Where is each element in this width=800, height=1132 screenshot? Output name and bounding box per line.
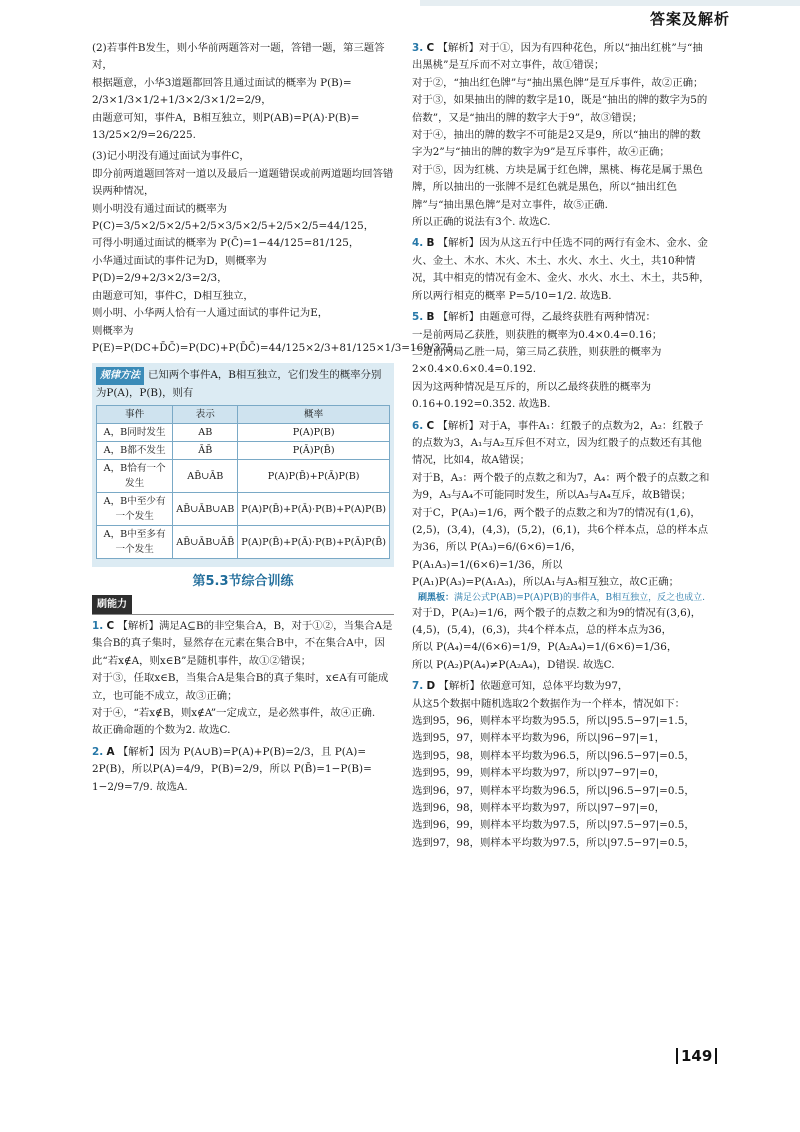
- p2-line: 2/3×1/3×1/2+1/3×2/3×1/2=2/9，: [92, 94, 272, 107]
- q3-line: 所以正确的说法有3个. 故选C.: [412, 216, 551, 229]
- q7-line: 选到96，98，则样本平均数为97，所以|97−97|=0，: [412, 802, 665, 815]
- table-cell: P(Ā)P(B̄): [238, 442, 390, 460]
- header-band: [420, 0, 800, 6]
- p3-line: 则小明没有通过面试的概率为: [92, 202, 228, 215]
- q2-text: 因为 P(A∪B)=P(A)+P(B)=2/3，且 P(A)=: [159, 745, 367, 758]
- q2-line: 2P(B)，所以P(A)=4/9，P(B)=2/9，所以 P(B̄)=1−P(B)=: [92, 763, 372, 776]
- q5-line: [412, 309, 710, 326]
- q7-tag: 【解析】: [438, 680, 481, 693]
- q3-tag: 【解析】: [437, 42, 480, 54]
- q6-number: 6.: [412, 419, 424, 432]
- q6-line: 对于D，P(A₂)=1/6，两个骰子的点数之和为9的情况有(3,6)，(4,5)，(5,4)，(6,3)，共4个样本点，总的样本点为36，: [412, 606, 702, 636]
- q5-answer: B: [426, 311, 435, 324]
- method-text: 已知两个事件A，B相互独立，它们发生的概率分别为P(A)，P(B)，则有: [96, 369, 382, 399]
- q6-line: 对于C，P(A₃)=1/6，两个骰子的点数之和为7的情况有(1,6)，(2,5)，(3,4)，(4,3)，(5,2)，(6,1)，共6个样本点，总的样本点为36，所以 P(A₃)=6/(6×6)=1/6，P(A₁A₃)=1/(6×6)=1/36，所以: [412, 506, 709, 571]
- p3-line: 小华通过面试的事件记为D，则概率为 P(D)=2/9+2/3×2/3=2/3，: [92, 254, 267, 285]
- q3-number: 3.: [412, 42, 424, 54]
- q3-line: 对于⑤，因为红桃、方块是属于红色牌，黑桃、梅花是属于黑色牌，所以抽出的一张牌不是红色就是黑色，所以“抽出红色牌”与“抽出黑色牌”是对立事件，故⑤正确.: [412, 163, 703, 211]
- q7-line: 选到95，97，则样本平均数为96，所以|96−97|=1，: [412, 732, 665, 745]
- q4-tag: 【解析】: [437, 237, 480, 250]
- q1-line: 对于③，任取x∈B，当集合A是集合B的真子集时，x∈A有可能成立，也可能不成立，故③正确；: [92, 672, 389, 702]
- section-title: 第5.3节综合训练: [192, 574, 294, 590]
- table-header: 事件: [97, 406, 173, 424]
- q2-line: [92, 744, 394, 761]
- q1-line: 故正确命题的个数为2. 故选C.: [92, 724, 231, 737]
- q2-answer: A: [106, 745, 115, 758]
- p3-line: P(C)=3/5×2/5×2/5+2/5×3/5×2/5+2/5×2/5=44/125，: [92, 220, 375, 233]
- probability-table: [96, 405, 390, 559]
- p2-line: 由题意可知，事件A，B相互独立，则P(AB)=P(A)·P(B)=: [92, 111, 360, 124]
- q7-line: 选到96，97，则样本平均数为96.5，所以|96.5−97|=0.5，: [412, 784, 695, 797]
- q2-number: 2.: [92, 745, 104, 758]
- q2-tag: 【解析】: [117, 745, 160, 758]
- right-column: [412, 40, 710, 852]
- q4-line: [412, 235, 710, 287]
- table-cell: AB̄∪ĀB: [173, 460, 238, 493]
- q7-line: 选到95，96，则样本平均数为95.5，所以|95.5−97|=1.5，: [412, 715, 695, 728]
- tip-text: 满足公式P(AB)=P(A)P(B)的事件A，B相互独立，反之也成立.: [454, 592, 705, 603]
- tip-note: [412, 592, 710, 605]
- q1-answer: C: [106, 619, 115, 632]
- table-header-row: [97, 406, 390, 424]
- q1-line: 对于④，“若x∉B，则x∉A”一定成立，是必然事件，故④正确.: [92, 706, 376, 719]
- table-cell: AB: [173, 424, 238, 442]
- table-header: 表示: [173, 406, 238, 424]
- q5-line: 因为这两种情况是互斥的，所以乙最终获胜的概率为0.16+0.192=0.352. 故选B.: [412, 380, 651, 411]
- p3-line: 由题意可知，事件C，D相互独立，: [92, 289, 254, 302]
- q3-line: 对于③，如果抽出的牌的数字是10，既是“抽出的牌的数字为5的倍数”，又是“抽出的牌的数字大于9”，故③错误；: [412, 94, 708, 124]
- p3-line: 则概率为 P(E)=P(DC+D̄C̄)=P(DC)+P(D̄C̄)=44/125×2/3+81/125×1/3=169/375.: [92, 324, 457, 354]
- q7-answer: D: [426, 680, 436, 693]
- q4-text: 因为从这五行中任选不同的两行有金木、金水、金火、金土、木水、木火、木土、水火、水土、火土，共10种情况，其中相克的情况有金木、金火、水火、水土、木土，共5种，: [412, 237, 710, 285]
- q7-line: 选到96，99，则样本平均数为97.5，所以|97.5−97|=0.5，: [412, 819, 695, 832]
- table-cell: A，B中至少有一个发生: [97, 493, 173, 526]
- p2-line: 根据题意，小华3道题都回答且通过面试的概率为 P(B)=: [92, 76, 352, 89]
- q1-text: 满足A⊆B的非空集合A，B，对于①②，当集合A是集合B的真子集时，显然存在元素在集合B中，不在集合A中，因此“若x∉A，则x∈B”是随机事件，故①②错误；: [92, 619, 393, 667]
- table-cell: A，B同时发生: [97, 424, 173, 442]
- q3-line: 对于②，“抽出红色牌”与“抽出黑色牌”是互斥事件，故②正确；: [412, 76, 704, 89]
- q1-tag: 【解析】: [117, 619, 160, 632]
- q1-number: 1.: [92, 619, 104, 632]
- table-cell: A，B中至多有一个发生: [97, 526, 173, 559]
- tip-label: 刷黑板：: [418, 592, 455, 603]
- q6-text: 对于A，事件A₁：红骰子的点数为2，A₂：红骰子的点数为3，A₁与A₂互斥但不对立，因为红骰子的点数还有其他情况，比如4，故A错误；: [412, 419, 704, 467]
- q3-text: 对于①，因为有四种花色，所以“抽出红桃”与“抽出黑桃”是互斥而不对立事件，故①错误；: [412, 42, 703, 72]
- table-cell: A，B都不发生: [97, 442, 173, 460]
- badge-line: [92, 595, 394, 615]
- q6-answer: C: [426, 419, 435, 432]
- q5-tag: 【解析】: [437, 311, 480, 324]
- q4-answer: B: [426, 237, 435, 250]
- q7-text: 依题意可知，总体平均数为97，: [480, 680, 629, 693]
- p2-line: (2)若事件B发生，则小华前两题答对一题，答错一题，第三题答对，: [92, 42, 385, 72]
- q7-line: 选到97，98，则样本平均数为97.5，所以|97.5−97|=0.5，: [412, 836, 695, 849]
- q5-line: 二是前两局乙胜一局，第三局乙获胜，则获胜的概率为2×0.4×0.6×0.4=0.192.: [412, 345, 662, 376]
- q6-tag: 【解析】: [437, 419, 480, 432]
- q2-line: 1−2/9=7/9. 故选A.: [92, 780, 188, 793]
- table-row: [97, 493, 390, 526]
- q4-number: 4.: [412, 237, 424, 250]
- p3-line: 即分前两道题回答对一道以及最后一道题错误或前两道题均回答错误两种情况，: [92, 167, 394, 198]
- q3-line: [412, 40, 710, 75]
- q6-line: 所以 P(A₄)=4/(6×6)=1/9，P(A₂A₄)=1/(6×6)=1/36，: [412, 641, 678, 654]
- q7-line: 从这5个数据中随机选取2个数据作为一个样本，情况如下：: [412, 697, 685, 710]
- method-intro: [96, 367, 390, 402]
- q3-line: 对于④，抽出的牌的数字不可能是2又是9，所以“抽出的牌的数字为2”与“抽出的牌的数字为9”是互斥事件，故④正确；: [412, 129, 701, 159]
- table-row: [97, 460, 390, 493]
- q3-answer: C: [426, 42, 435, 54]
- table-cell: ĀB̄: [173, 442, 238, 460]
- q6-line: P(A₁)P(A₃)=P(A₁A₃)，所以A₁与A₃相互独立，故C正确；: [412, 576, 680, 589]
- q4-line: 所以两行相克的概率 P=5/10=1/2. 故选B.: [412, 289, 612, 302]
- table-cell: P(A)P(B̄)+P(Ā)·P(B)+P(Ā)P(B̄): [238, 526, 390, 559]
- p2-line: 13/25×2/9=26/225.: [92, 129, 196, 142]
- q5-number: 5.: [412, 311, 424, 324]
- q6-line: [412, 418, 710, 470]
- header-banner: [400, 0, 800, 28]
- q1-line: [92, 618, 394, 670]
- table-cell: A，B恰有一个发生: [97, 460, 173, 493]
- p3-line: (3)记小明没有通过面试为事件C，: [92, 150, 250, 163]
- q5-line: 一是前两局乙获胜，则获胜的概率为0.4×0.4=0.16；: [412, 328, 663, 341]
- method-label: 规律方法: [96, 367, 144, 384]
- p3-line: 可得小明通过面试的概率为 P(C̄)=1−44/125=81/125，: [92, 237, 360, 250]
- page-number: 149: [676, 1048, 717, 1064]
- q7-line: [412, 678, 710, 695]
- method-box: [92, 363, 394, 567]
- q5-text: 由题意可得，乙最终获胜有两种情况：: [479, 311, 656, 324]
- table-row: [97, 424, 390, 442]
- table-cell: AB̄∪ĀB∪ĀB̄: [173, 526, 238, 559]
- p3-line: 则小明、小华两人恰有一人通过面试的事件记为E，: [92, 307, 329, 320]
- q7-number: 7.: [412, 680, 424, 693]
- table-row: [97, 526, 390, 559]
- q7-line: 选到95，99，则样本平均数为97，所以|97−97|=0，: [412, 767, 665, 780]
- q6-line: 对于B，A₃：两个骰子的点数之和为7，A₄：两个骰子的点数之和为9，A₃与A₄不可能同时发生，所以A₃与A₄互斥，故B错误；: [412, 471, 710, 502]
- table-cell: P(A)P(B̄)+P(Ā)P(B): [238, 460, 390, 493]
- table-row: [97, 442, 390, 460]
- q6-line: 所以 P(A₂)P(A₄)≠P(A₂A₄)，D错误. 故选C.: [412, 658, 615, 671]
- table-header: 概率: [238, 406, 390, 424]
- table-cell: P(A)P(B̄)+P(Ā)·P(B)+P(A)P(B): [238, 493, 390, 526]
- header-title: 答案及解析: [649, 10, 730, 28]
- q7-line: 选到95，98，则样本平均数为96.5，所以|96.5−97|=0.5，: [412, 749, 695, 762]
- ability-badge: 刷能力: [92, 595, 132, 614]
- table-cell: P(A)P(B): [238, 424, 390, 442]
- table-cell: AB̄∪ĀB∪AB: [173, 493, 238, 526]
